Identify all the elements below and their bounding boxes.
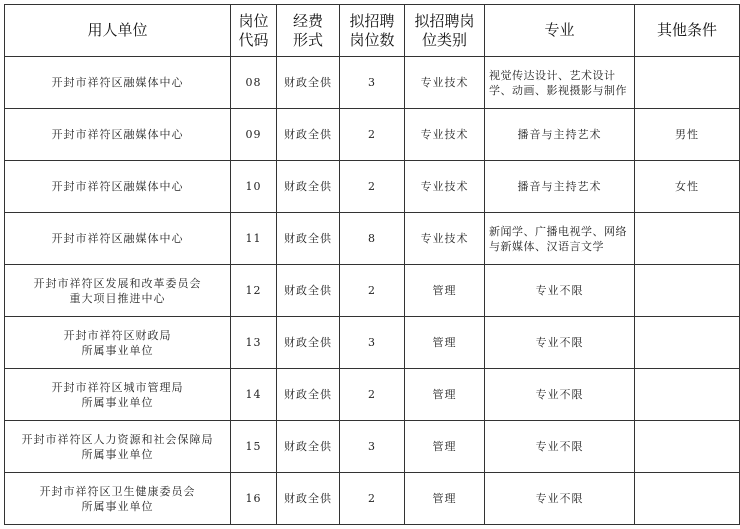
code-cell: 11 bbox=[231, 213, 277, 265]
table-row bbox=[5, 213, 740, 265]
funding-cell: 财政全供 bbox=[277, 109, 340, 161]
other-cell bbox=[635, 421, 740, 473]
recruitment-table-container bbox=[4, 4, 740, 525]
major-cell: 专业不限 bbox=[485, 317, 635, 369]
table-row bbox=[5, 473, 740, 525]
header-unit: 用人单位 bbox=[5, 5, 231, 57]
other-cell bbox=[635, 265, 740, 317]
funding-cell: 财政全供 bbox=[277, 213, 340, 265]
major-cell: 播音与主持艺术 bbox=[485, 161, 635, 213]
header-funding: 经费 形式 bbox=[277, 5, 340, 57]
funding-cell: 财政全供 bbox=[277, 57, 340, 109]
unit-cell: 开封市祥符区卫生健康委员会 所属事业单位 bbox=[5, 473, 231, 525]
other-cell bbox=[635, 317, 740, 369]
table-row bbox=[5, 161, 740, 213]
other-cell bbox=[635, 213, 740, 265]
funding-cell: 财政全供 bbox=[277, 473, 340, 525]
count-cell: 2 bbox=[340, 473, 405, 525]
other-cell: 男性 bbox=[635, 109, 740, 161]
category-cell: 管理 bbox=[405, 369, 485, 421]
category-cell: 管理 bbox=[405, 265, 485, 317]
funding-cell: 财政全供 bbox=[277, 369, 340, 421]
count-cell: 2 bbox=[340, 369, 405, 421]
count-cell: 2 bbox=[340, 109, 405, 161]
other-cell bbox=[635, 57, 740, 109]
code-cell: 10 bbox=[231, 161, 277, 213]
other-cell bbox=[635, 473, 740, 525]
unit-cell: 开封市祥符区融媒体中心 bbox=[5, 161, 231, 213]
code-cell: 15 bbox=[231, 421, 277, 473]
count-cell: 8 bbox=[340, 213, 405, 265]
category-cell: 管理 bbox=[405, 317, 485, 369]
code-cell: 13 bbox=[231, 317, 277, 369]
unit-cell: 开封市祥符区发展和改革委员会 重大项目推进中心 bbox=[5, 265, 231, 317]
table-row bbox=[5, 317, 740, 369]
unit-cell: 开封市祥符区城市管理局 所属事业单位 bbox=[5, 369, 231, 421]
count-cell: 3 bbox=[340, 421, 405, 473]
header-count: 拟招聘 岗位数 bbox=[340, 5, 405, 57]
category-cell: 专业技术 bbox=[405, 161, 485, 213]
table-row bbox=[5, 265, 740, 317]
major-cell: 专业不限 bbox=[485, 369, 635, 421]
unit-cell: 开封市祥符区融媒体中心 bbox=[5, 213, 231, 265]
table-row bbox=[5, 57, 740, 109]
funding-cell: 财政全供 bbox=[277, 265, 340, 317]
major-cell: 专业不限 bbox=[485, 265, 635, 317]
header-major: 专业 bbox=[485, 5, 635, 57]
category-cell: 管理 bbox=[405, 421, 485, 473]
code-cell: 12 bbox=[231, 265, 277, 317]
category-cell: 专业技术 bbox=[405, 57, 485, 109]
funding-cell: 财政全供 bbox=[277, 161, 340, 213]
funding-cell: 财政全供 bbox=[277, 421, 340, 473]
code-cell: 09 bbox=[231, 109, 277, 161]
code-cell: 16 bbox=[231, 473, 277, 525]
header-category: 拟招聘岗 位类别 bbox=[405, 5, 485, 57]
count-cell: 2 bbox=[340, 265, 405, 317]
code-cell: 08 bbox=[231, 57, 277, 109]
major-cell: 新闻学、广播电视学、网络与新媒体、汉语言文学 bbox=[485, 213, 635, 265]
table-row bbox=[5, 109, 740, 161]
category-cell: 管理 bbox=[405, 473, 485, 525]
major-cell: 专业不限 bbox=[485, 421, 635, 473]
major-cell: 播音与主持艺术 bbox=[485, 109, 635, 161]
header-code: 岗位 代码 bbox=[231, 5, 277, 57]
count-cell: 2 bbox=[340, 161, 405, 213]
header-other: 其他条件 bbox=[635, 5, 740, 57]
unit-cell: 开封市祥符区融媒体中心 bbox=[5, 109, 231, 161]
recruitment-table bbox=[4, 4, 740, 525]
count-cell: 3 bbox=[340, 57, 405, 109]
table-row bbox=[5, 421, 740, 473]
unit-cell: 开封市祥符区人力资源和社会保障局 所属事业单位 bbox=[5, 421, 231, 473]
major-cell: 视觉传达设计、艺术设计学、动画、影视摄影与制作 bbox=[485, 57, 635, 109]
code-cell: 14 bbox=[231, 369, 277, 421]
count-cell: 3 bbox=[340, 317, 405, 369]
major-cell: 专业不限 bbox=[485, 473, 635, 525]
other-cell: 女性 bbox=[635, 161, 740, 213]
header-row bbox=[5, 5, 740, 57]
unit-cell: 开封市祥符区融媒体中心 bbox=[5, 57, 231, 109]
table-row bbox=[5, 369, 740, 421]
category-cell: 专业技术 bbox=[405, 213, 485, 265]
other-cell bbox=[635, 369, 740, 421]
funding-cell: 财政全供 bbox=[277, 317, 340, 369]
category-cell: 专业技术 bbox=[405, 109, 485, 161]
unit-cell: 开封市祥符区财政局 所属事业单位 bbox=[5, 317, 231, 369]
